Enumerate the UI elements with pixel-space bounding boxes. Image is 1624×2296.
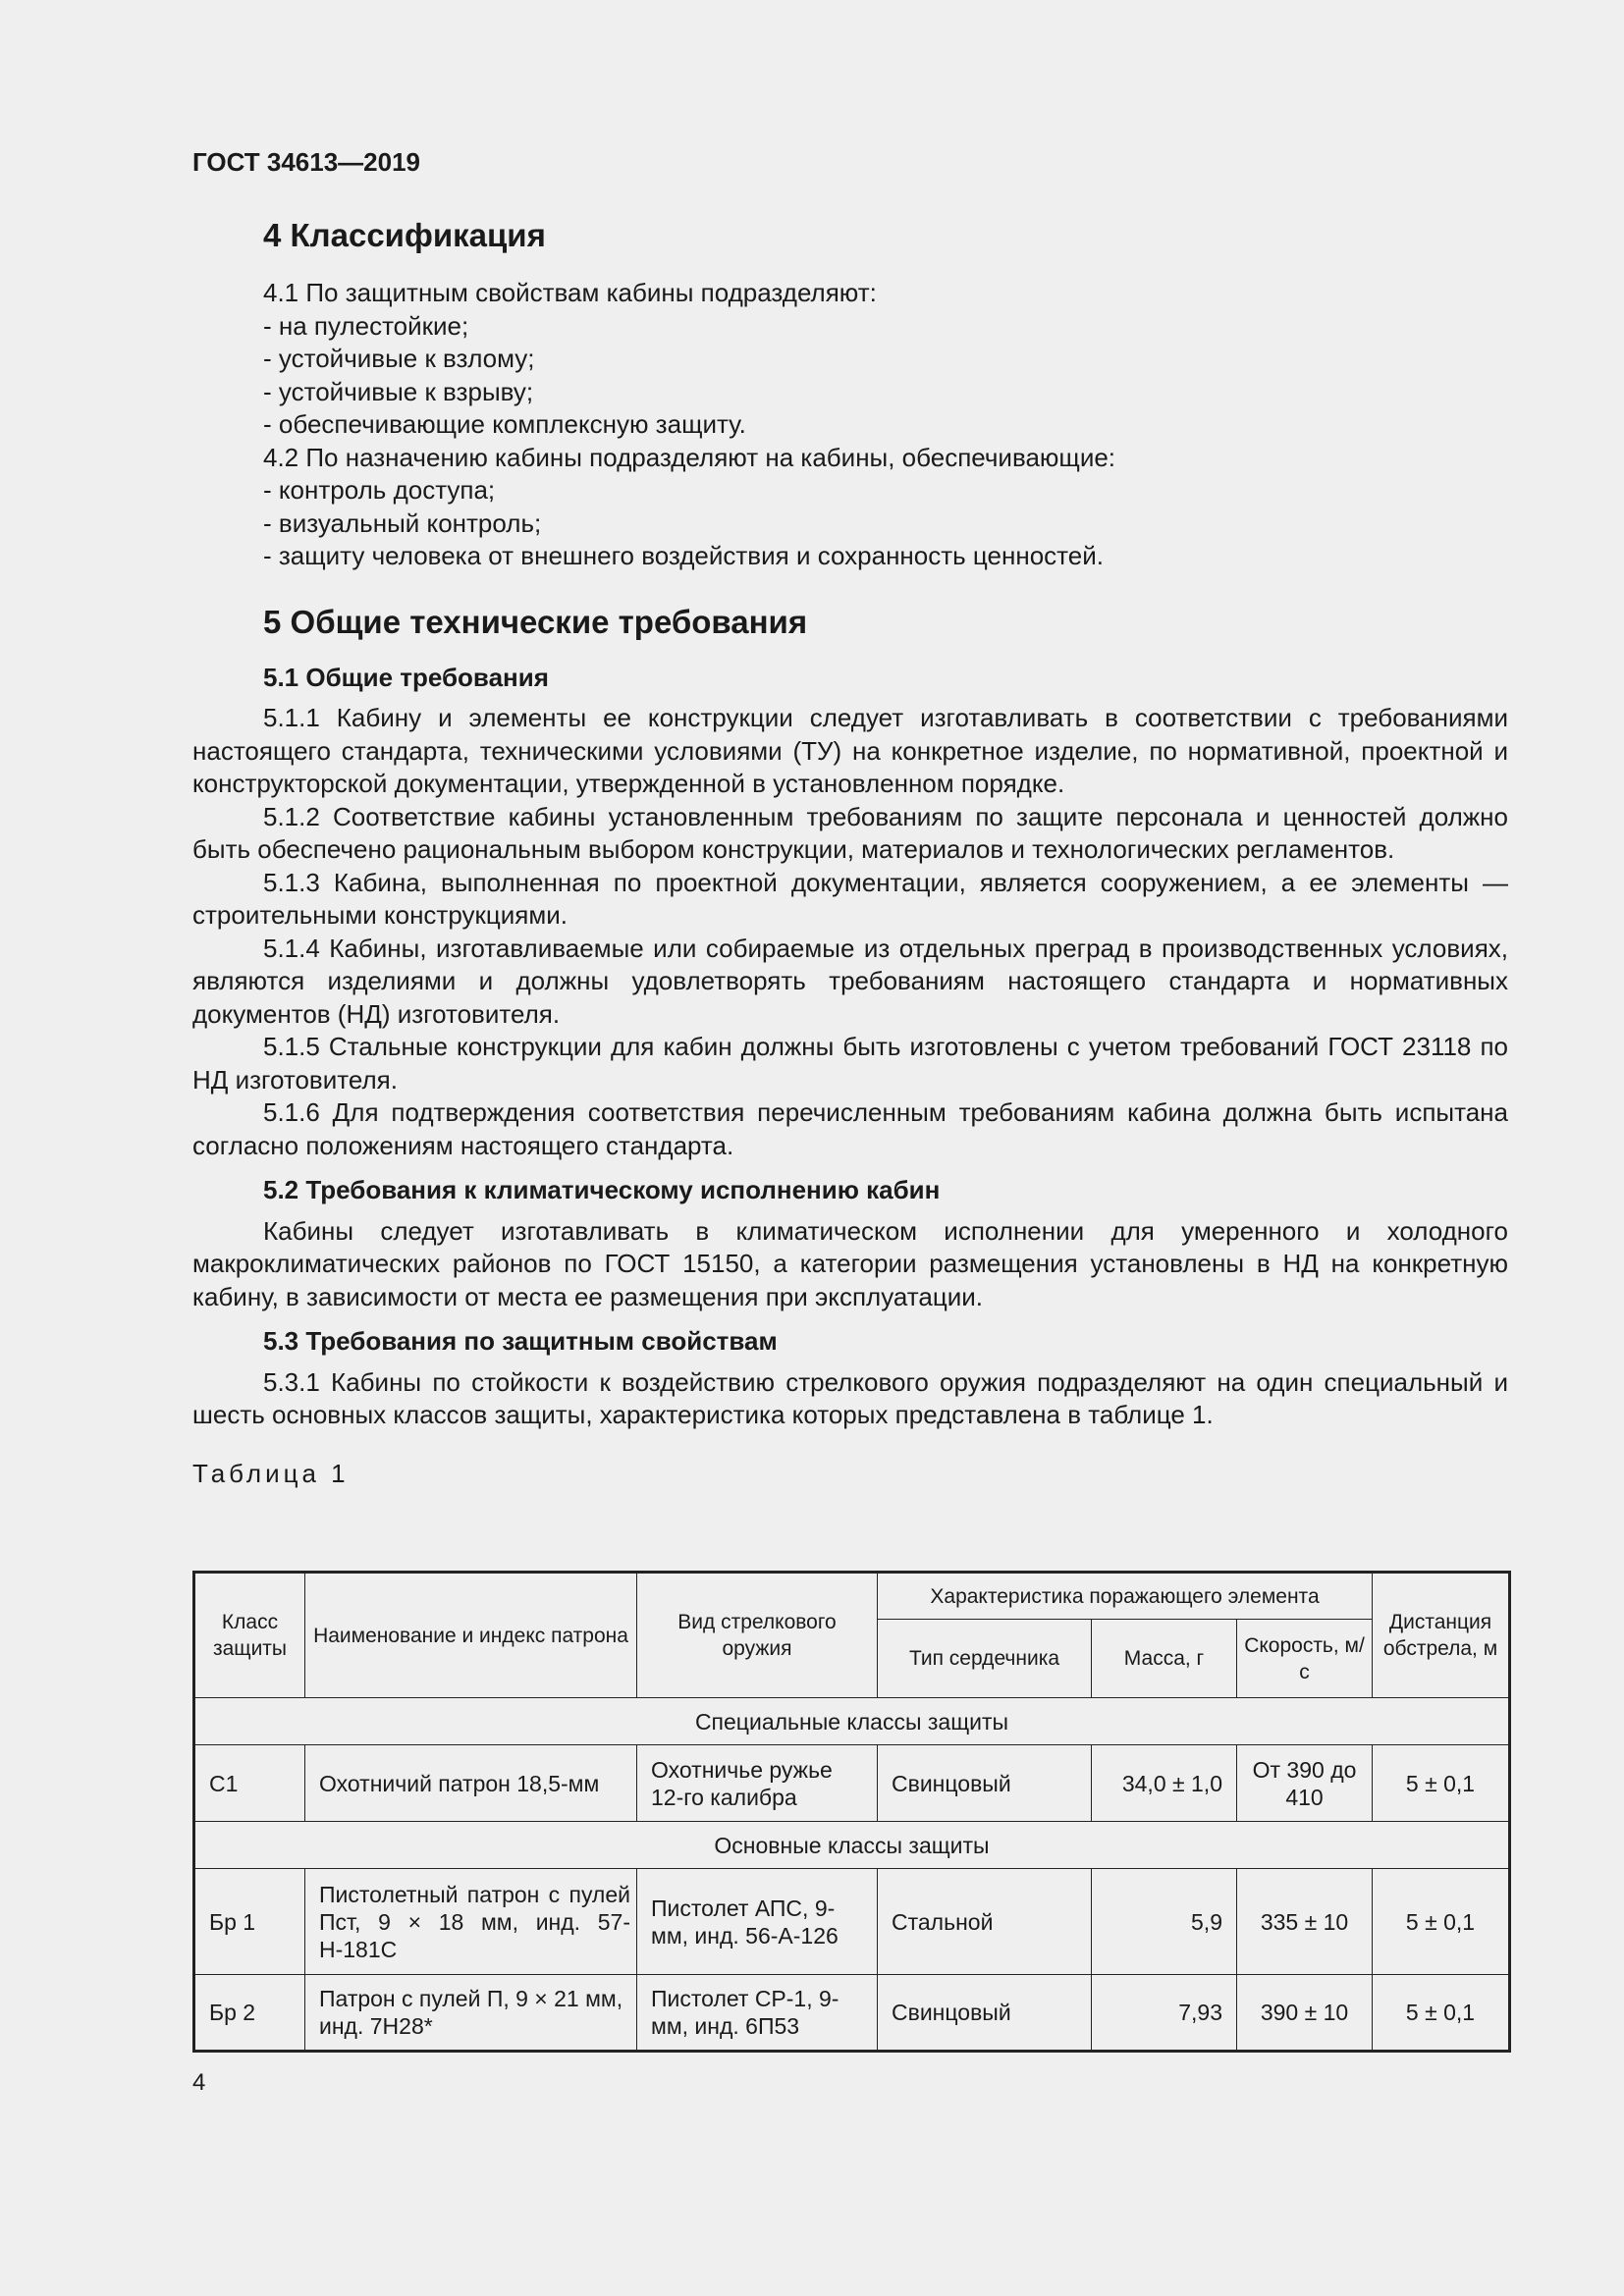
cell-distance: 5 ± 0,1 — [1373, 1869, 1510, 1975]
protection-class-table — [192, 1571, 1511, 2053]
clause-5-2: Кабины следует изготавливать в климатическом исполнении для умеренного и холодного макроклиматических районов по ГОСТ 15150, а категории размещения установлены в НД на конкретную кабину, в зависимости от места ее размещения при эксплуатации. — [192, 1215, 1508, 1311]
list-item: - защиту человека от внешнего воздействия и сохранность ценностей. — [263, 541, 1104, 570]
clause-5-3-1: 5.3.1 Кабины по стойкости к воздействию стрелкового оружия подразделяют на один специальный и шесть основных классов защиты, характеристика которых представлена в таблице 1. — [192, 1366, 1508, 1429]
cell-weapon: Пистолет СР-1, 9-мм, инд. 6П53 — [637, 1975, 878, 2052]
cell-weapon: Охотничье ружье 12-го калибра — [637, 1745, 878, 1822]
table-row — [194, 1975, 1510, 2052]
header-weapon: Вид стрелкового оружия — [637, 1573, 878, 1698]
section-4-title: 4 Классификация — [263, 217, 546, 253]
section-row-main: Основные классы защиты — [194, 1822, 1510, 1869]
clause-4-1: 4.1 По защитным свойствам кабины подразделяют: — [263, 278, 877, 307]
clause-5-1-4: 5.1.4 Кабины, изготавливаемые или собираемые из отдельных преград в производственных условиях, являются изделиями и должны удовлетворять требованиям настоящего стандарта и нормативных документов (НД) изготовителя. — [192, 933, 1508, 1029]
cell-speed: От 390 до 410 — [1237, 1745, 1373, 1822]
clause-5-1-5: 5.1.5 Стальные конструкции для кабин должны быть изготовлены с учетом требований ГОСТ 23118 по НД изготовителя. — [192, 1032, 1508, 1095]
cell-speed: 335 ± 10 — [1237, 1869, 1373, 1975]
list-item: - устойчивые к взрыву; — [263, 376, 534, 406]
clause-5-1-2: 5.1.2 Соответствие кабины установленным требованиям по защите персонала и ценностей должно быть обеспечено рациональным выбором конструкции, материалов и технологических регламентов. — [192, 801, 1508, 864]
cell-mass: 5,9 — [1092, 1869, 1237, 1975]
clause-5-1-6: 5.1.6 Для подтверждения соответствия перечисленным требованиям кабина должна быть испытана согласно положениям настоящего стандарта. — [192, 1097, 1508, 1160]
cell-weapon: Пистолет АПС, 9-мм, инд. 56-А-126 — [637, 1869, 878, 1975]
cell-name: Пистолетный патрон с пулей Пст, 9 × 18 мм, инд. 57-Н-181С — [305, 1869, 637, 1975]
cell-core: Стальной — [878, 1869, 1092, 1975]
cell-mass: 7,93 — [1092, 1975, 1237, 2052]
clause-5-1-1: 5.1.1 Кабину и элементы ее конструкции следует изготавливать в соответствии с требованиями настоящего стандарта, техническими условиями (ТУ) на конкретное изделие, по нормативной, проектной и конструкторской документации, утвержденной в установленном порядке. — [192, 703, 1508, 798]
cell-core: Свинцовый — [878, 1745, 1092, 1822]
subsection-5-1-title: 5.1 Общие требования — [263, 662, 549, 692]
header-speed: Скорость, м/с — [1237, 1620, 1373, 1698]
cell-mass: 34,0 ± 1,0 — [1092, 1745, 1237, 1822]
header-distance: Дистанция обстрела, м — [1373, 1573, 1510, 1698]
table-row — [194, 1869, 1510, 1975]
section-5-title: 5 Общие технические требования — [263, 603, 808, 640]
cell-class: Бр 1 — [194, 1869, 305, 1975]
cell-class: С1 — [194, 1745, 305, 1822]
cell-core: Свинцовый — [878, 1975, 1092, 2052]
list-item: - контроль доступа; — [263, 475, 496, 505]
header-class: Класс защиты — [194, 1573, 305, 1698]
subsection-5-3-title: 5.3 Требования по защитным свойствам — [263, 1326, 778, 1356]
cell-class: Бр 2 — [194, 1975, 305, 2052]
subsection-5-2-title: 5.2 Требования к климатическому исполнению кабин — [263, 1175, 941, 1204]
header-characteristic: Характеристика поражающего элемента — [878, 1573, 1373, 1620]
table-row — [194, 1745, 1510, 1822]
document-header: ГОСТ 34613—2019 — [192, 147, 420, 177]
cell-distance: 5 ± 0,1 — [1373, 1745, 1510, 1822]
cell-distance: 5 ± 0,1 — [1373, 1975, 1510, 2052]
header-core: Тип сердечника — [878, 1620, 1092, 1698]
clause-5-1-3: 5.1.3 Кабина, выполненная по проектной документации, является сооружением, а ее элементы — строительными конструкциями. — [192, 867, 1508, 930]
section-row-special: Специальные классы защиты — [194, 1698, 1510, 1745]
clause-4-2: 4.2 По назначению кабины подразделяют на кабины, обеспечивающие: — [263, 442, 1116, 472]
list-item: - на пулестойкие; — [263, 310, 469, 341]
page-content — [192, 216, 1508, 1490]
list-item: - устойчивые к взлому; — [263, 344, 535, 373]
table-title: Таблица 1 — [192, 1458, 350, 1488]
cell-name: Охотничий патрон 18,5-мм — [305, 1745, 637, 1822]
header-name: Наименование и индекс патрона — [305, 1573, 637, 1698]
header-mass: Масса, г — [1092, 1620, 1237, 1698]
list-item: - обеспечивающие комплексную защиту. — [263, 409, 746, 439]
page-number: 4 — [192, 2069, 206, 2096]
cell-speed: 390 ± 10 — [1237, 1975, 1373, 2052]
list-item: - визуальный контроль; — [263, 507, 542, 538]
cell-name: Патрон с пулей П, 9 × 21 мм, инд. 7Н28* — [305, 1975, 637, 2052]
